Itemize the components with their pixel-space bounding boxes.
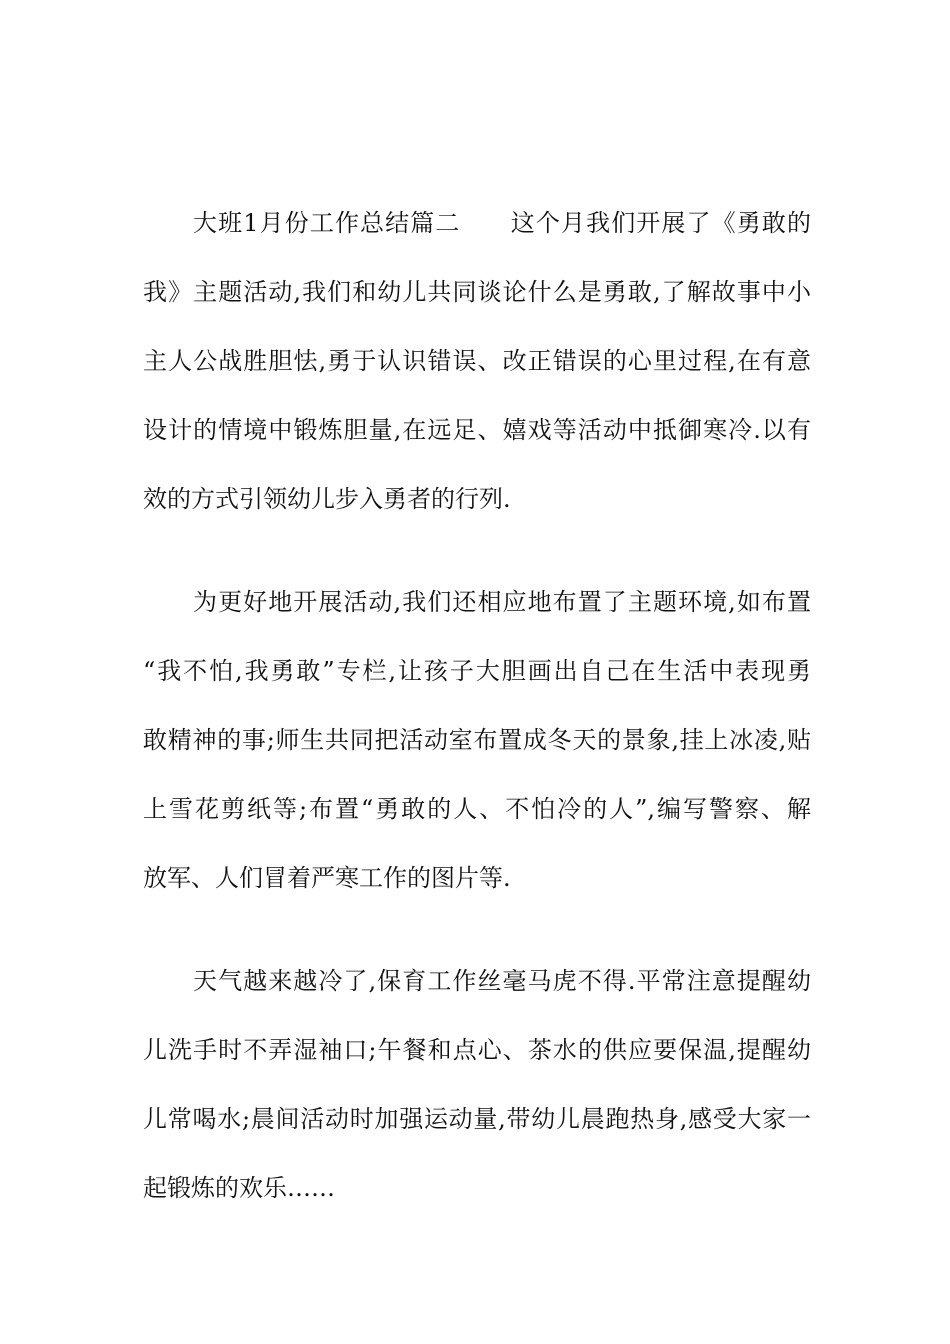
paragraph-line: 天气越来越冷了,保育工作丝毫马虎不得.平常注意提醒幼 <box>193 967 811 995</box>
paragraph-line: 儿常喝水;晨间活动时加强运动量,带幼儿晨跑热身,感受大家一 <box>143 1105 811 1133</box>
paragraph-line: 上雪花剪纸等;布置“勇敢的人、不怕冷的人”,编写警察、解 <box>143 795 811 823</box>
paragraph-line: 设计的情境中锻炼胆量,在远足、嬉戏等活动中抵御寒冷.以有 <box>143 416 811 444</box>
paragraph-line: 起锻炼的欢乐…… <box>143 1174 335 1202</box>
paragraph-line: 我》主题活动,我们和幼儿共同谈论什么是勇敢,了解故事中小 <box>143 278 811 306</box>
paragraph-line: 主人公战胜胆怯,勇于认识错误、改正错误的心里过程,在有意 <box>143 347 811 375</box>
paragraph-2 <box>143 568 811 913</box>
paragraph-line: 敢精神的事;师生共同把活动室布置成冬天的景象,挂上冰凌,贴 <box>143 726 811 754</box>
paragraph-line: 为更好地开展活动,我们还相应地布置了主题环境,如布置 <box>193 588 811 616</box>
paragraph-3 <box>143 947 811 1223</box>
paragraph-line: 放军、人们冒着严寒工作的图片等. <box>143 864 511 892</box>
paragraph-line: 儿洗手时不弄湿袖口;午餐和点心、茶水的供应要保温,提醒幼 <box>143 1036 811 1064</box>
paragraph-line: 效的方式引领幼儿步入勇者的行列. <box>143 485 511 513</box>
paragraph-1 <box>143 189 811 534</box>
paragraph-line: “我不怕,我勇敢”专栏,让孩子大胆画出自己在生活中表现勇 <box>143 657 811 685</box>
paragraph-line: 大班1月份工作总结篇二 这个月我们开展了《勇敢的 <box>193 209 811 237</box>
